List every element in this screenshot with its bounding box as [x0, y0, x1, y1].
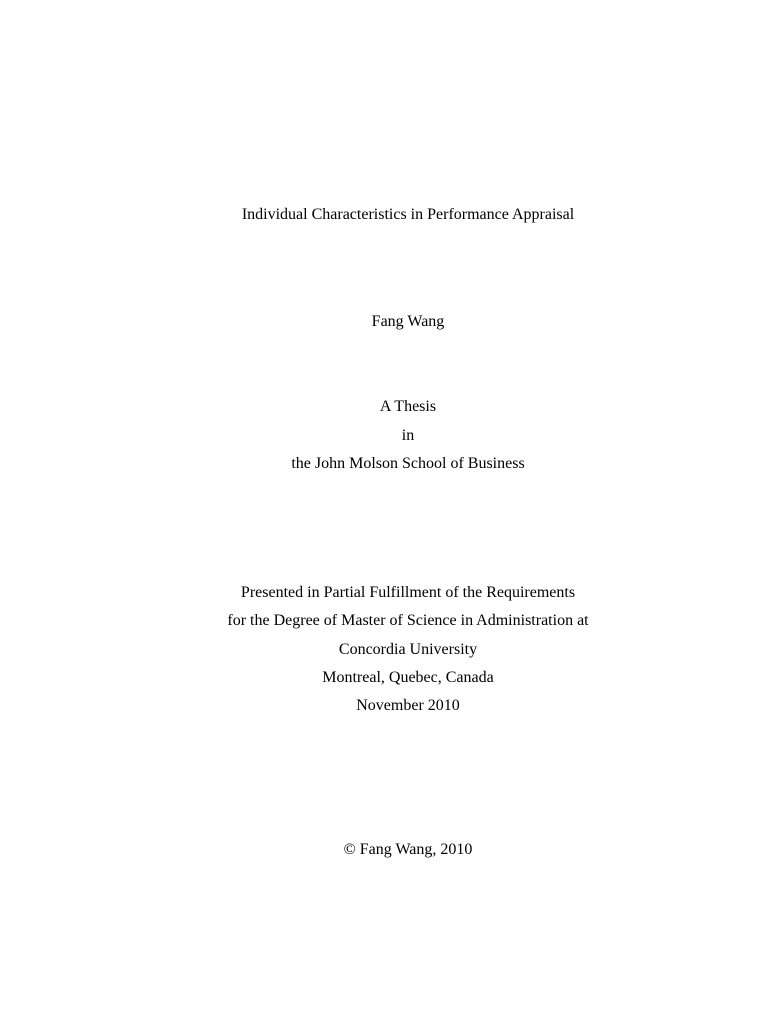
thesis-statement-line-2: in — [401, 427, 415, 444]
presentation-line-4: Montreal, Quebec, Canada — [322, 669, 494, 686]
presentation-line-5: November 2010 — [356, 697, 460, 714]
presentation-line-3: Concordia University — [338, 641, 478, 658]
thesis-title: Individual Characteristics in Performance Appraisal — [241, 206, 575, 223]
presentation-line-2: for the Degree of Master of Science in Administration at — [227, 612, 589, 629]
thesis-statement-line-1: A Thesis — [379, 398, 437, 415]
presentation-line-1: Presented in Partial Fulfillment of the Requirements — [240, 584, 576, 601]
thesis-statement-line-3: the John Molson School of Business — [291, 455, 525, 472]
copyright-notice: © Fang Wang, 2010 — [343, 841, 473, 858]
author-name: Fang Wang — [371, 313, 445, 330]
